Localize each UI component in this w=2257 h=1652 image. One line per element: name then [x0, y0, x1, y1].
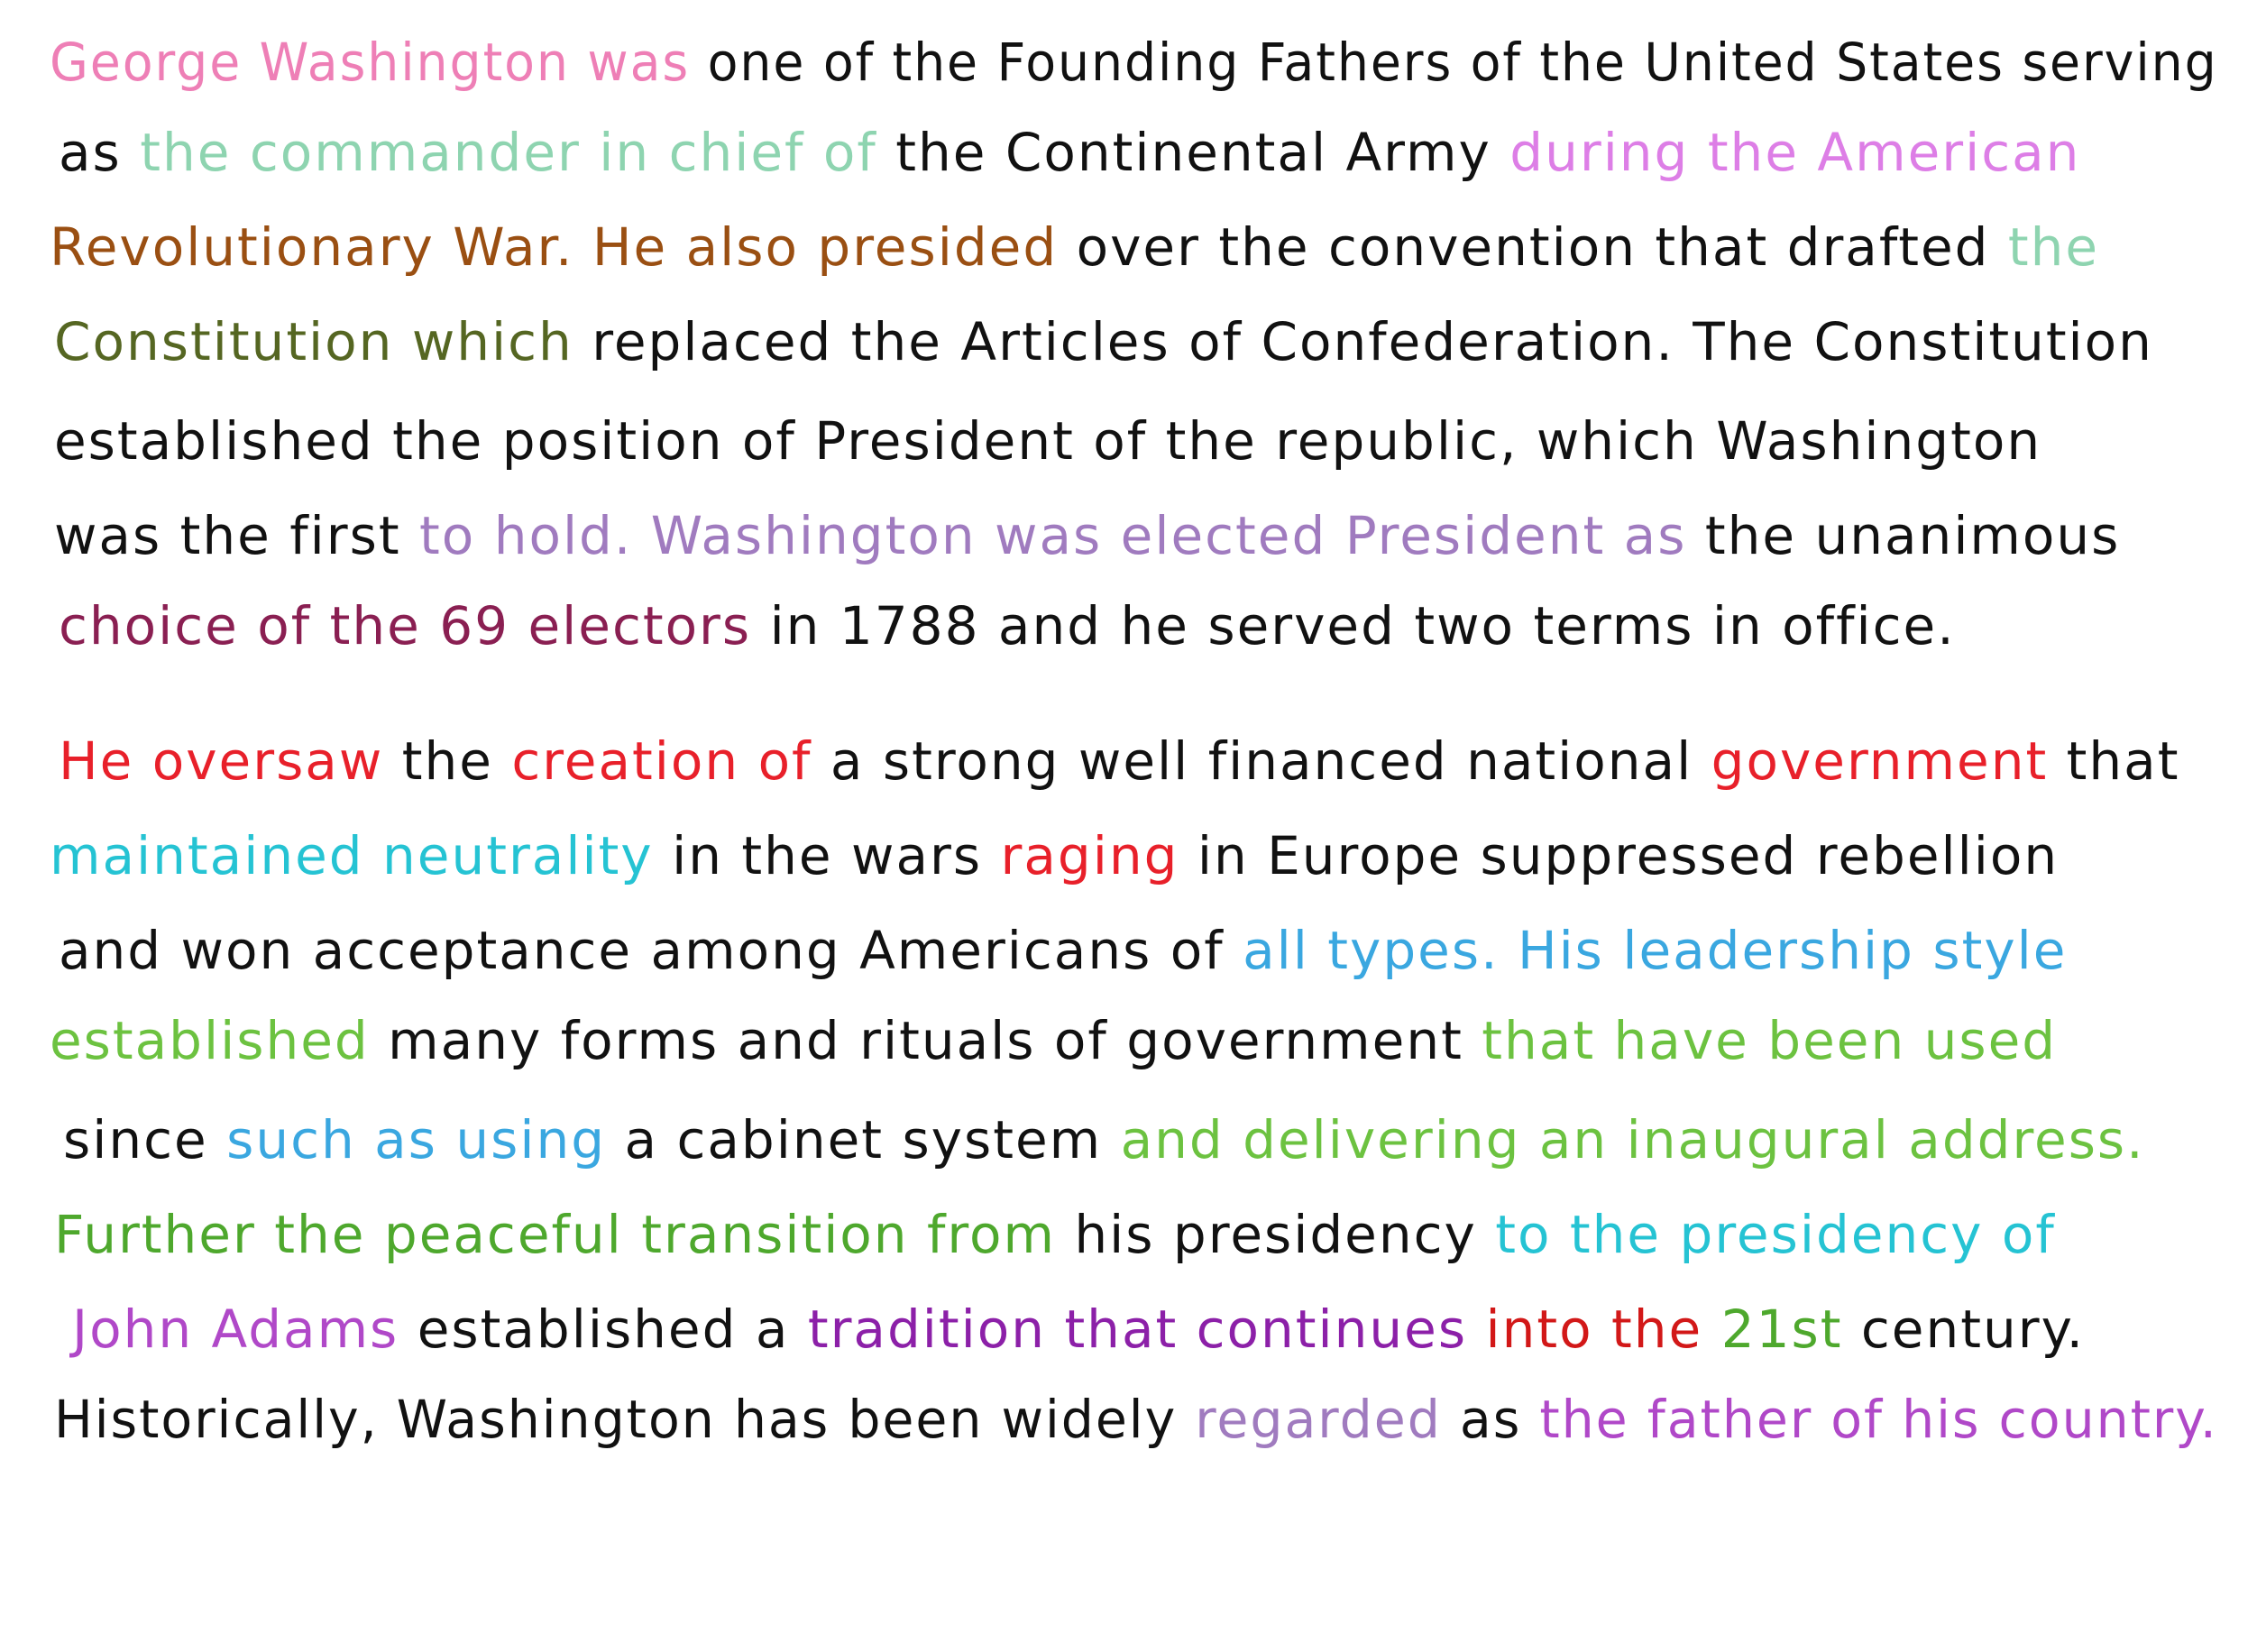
- text-segment: in 1788 and: [769, 595, 1121, 656]
- text-segment: Revolutionary War. He also presided: [50, 216, 1077, 278]
- text-segment: to the presidency of: [1495, 1204, 2056, 1265]
- text-segment: replaced the Articles of Confederation. The Constitution: [592, 311, 2153, 372]
- text-segment: and won acceptance among Americans of: [59, 920, 1243, 981]
- text-line: [54, 1204, 2056, 1265]
- text-segment: the father of his country.: [1539, 1389, 2218, 1450]
- text-segment: was the first: [54, 505, 420, 566]
- text-line: [59, 595, 1956, 656]
- text-segment: choice of the 69 electors: [59, 595, 770, 656]
- text-segment: John Adams: [72, 1299, 417, 1360]
- text-segment: Constitution which: [54, 311, 592, 372]
- text-segment: George: [50, 32, 260, 93]
- text-line: [59, 920, 2068, 981]
- text-line: [63, 1109, 2145, 1170]
- text-segment: his presidency: [1074, 1204, 1496, 1265]
- text-segment: a cabinet system: [624, 1109, 1121, 1170]
- text-segment: in the wars: [672, 825, 1001, 886]
- text-segment: tradition that continues: [807, 1299, 1486, 1360]
- text-segment: regarded: [1195, 1389, 1460, 1450]
- text-line: [54, 410, 2042, 472]
- text-line: [72, 1299, 2086, 1360]
- text-segment: in Europe suppressed rebellion: [1197, 825, 2060, 886]
- text-segment: Further the peaceful transition from: [54, 1204, 1075, 1265]
- text-segment: the: [2007, 216, 2100, 278]
- text-segment: a strong well financed national: [830, 730, 1711, 792]
- text-segment: over the convention that drafted: [1076, 216, 2008, 278]
- text-segment: established a: [417, 1299, 808, 1360]
- text-line: [50, 825, 2060, 886]
- text-segment: 21st: [1720, 1299, 1861, 1360]
- text-segment: since: [63, 1109, 227, 1170]
- text-segment: one of the Founding Fathers of the United States serving: [707, 32, 2218, 93]
- text-line: [54, 311, 2153, 372]
- text-segment: creation of: [511, 730, 830, 792]
- text-line: [50, 1010, 2058, 1071]
- text-segment: many forms and rituals of government: [388, 1010, 1482, 1071]
- text-segment: established: [50, 1010, 389, 1071]
- text-segment: during the American: [1509, 122, 2081, 183]
- text-segment: maintained neutrality: [50, 825, 673, 886]
- text-segment: was: [587, 32, 708, 93]
- text-segment: as: [1459, 1389, 1540, 1450]
- text-line: [59, 122, 2081, 183]
- text-segment: he served two terms in office.: [1120, 595, 1956, 656]
- text-segment: raging: [1000, 825, 1197, 886]
- text-segment: to hold. Washington was elected President as: [419, 505, 1705, 566]
- text-segment: as: [59, 122, 141, 183]
- text-segment: and delivering an inaugural address.: [1120, 1109, 2145, 1170]
- text-line: [50, 216, 2100, 278]
- text-segment: all types. His leadership style: [1243, 920, 2068, 981]
- text-line: [54, 505, 2121, 566]
- text-segment: that: [2066, 730, 2180, 792]
- text-segment: established the position of President of the republic, which Washington: [54, 410, 2042, 472]
- text-segment: Historically, Washington has been widely: [54, 1389, 1196, 1450]
- text-segment: the Continental Army: [895, 122, 1510, 183]
- text-segment: the unanimous: [1704, 505, 2121, 566]
- text-segment: the: [401, 730, 512, 792]
- text-line: [59, 730, 2180, 792]
- text-line: [54, 1389, 2218, 1450]
- text-segment: government: [1711, 730, 2067, 792]
- text-segment: into the: [1485, 1299, 1721, 1360]
- text-segment: Washington: [259, 32, 588, 93]
- text-segment: that have been used: [1482, 1010, 2058, 1071]
- text-segment: such as using: [226, 1109, 625, 1170]
- text-segment: He oversaw: [59, 730, 402, 792]
- text-line: [50, 32, 2218, 93]
- text-segment: the commander in chief of: [140, 122, 896, 183]
- text-segment: century.: [1860, 1299, 2086, 1360]
